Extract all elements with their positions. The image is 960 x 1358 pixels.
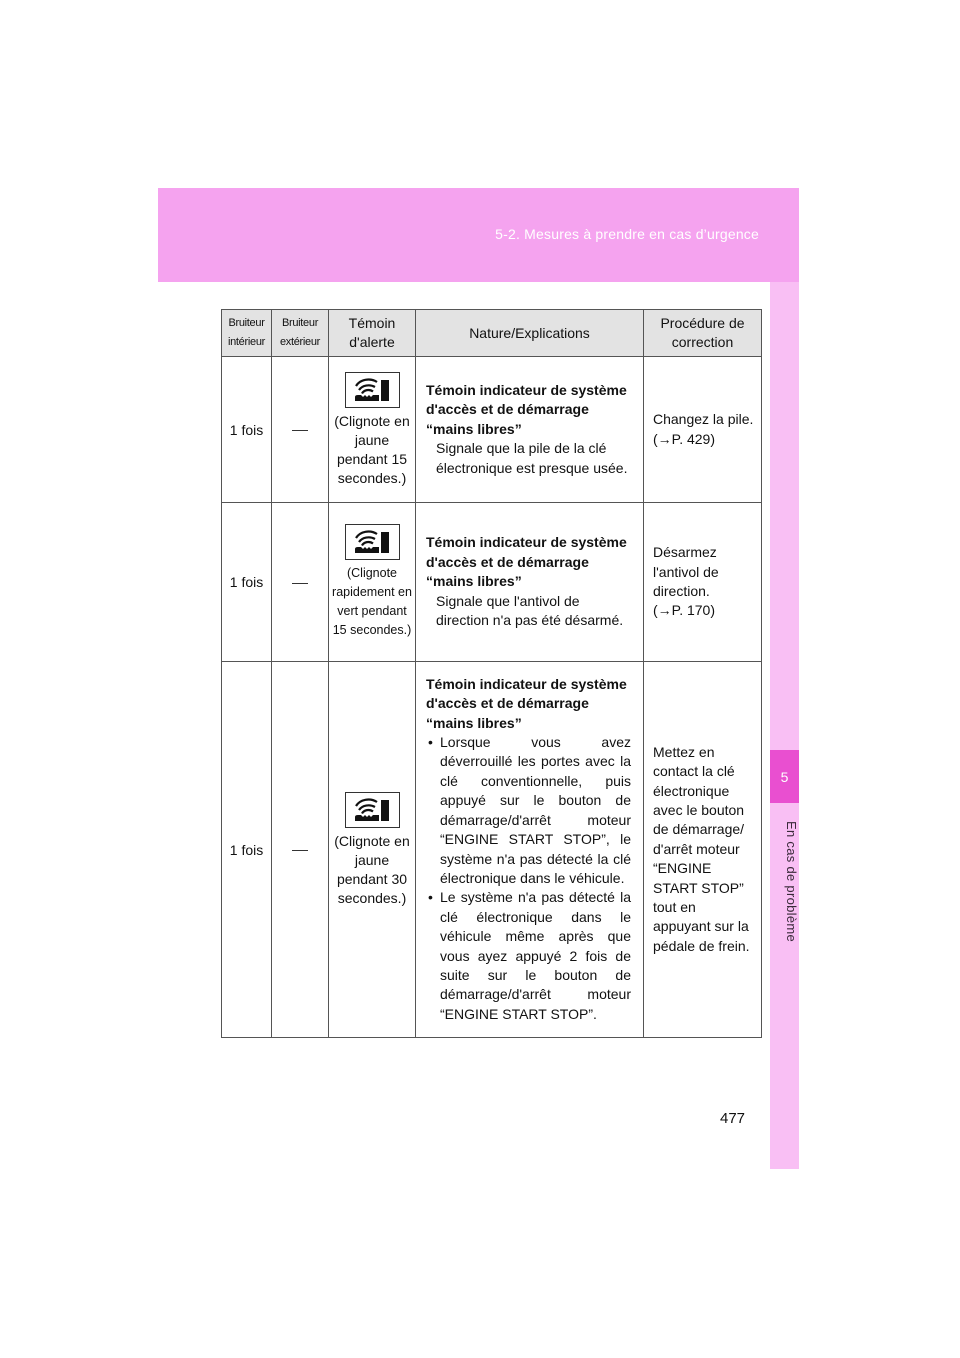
procedure-text: Mettez en contact la clé électronique avec le bouton de démarrage/ d'arrêt moteur “ENGINE START STOP” tout en appuyant sur la pédale de frein. [653, 743, 750, 954]
warning-light-cell [329, 503, 416, 662]
smart-key-icon [345, 792, 400, 828]
nature-title: Témoin indicateur de système d'accès et de démarrage “mains libres” [426, 534, 627, 590]
nature-text: Signale que l'antivol de direction n'a pas été désarmé. [436, 592, 624, 629]
light-note: (Clignote en jaune pendant 30 secondes.) [334, 832, 410, 906]
header-procedure: Procédure de correction [644, 310, 762, 357]
header-interior-buzzer: Bruiteur intérieur [222, 310, 272, 357]
light-note: (Clignote rapidement en vert pendant 15 secondes.) [332, 566, 412, 637]
nature-bullet-list [426, 733, 631, 1024]
exterior-buzzer-cell [272, 357, 329, 503]
light-note: (Clignote en jaune pendant 15 secondes.) [334, 412, 410, 486]
warning-table [221, 309, 762, 1038]
dash-icon [292, 850, 308, 851]
chapter-label: En cas de problème [784, 821, 799, 943]
chapter-number-tab: 5 [770, 750, 799, 803]
table-row [222, 503, 762, 662]
page-reference: (→P. 429) [653, 430, 715, 447]
nature-title: Témoin indicateur de système d'accès et de démarrage “mains libres” [426, 381, 627, 437]
nature-cell [416, 357, 644, 503]
warning-light-cell [329, 662, 416, 1038]
page-number: 477 [720, 1110, 746, 1127]
table-row [222, 662, 762, 1038]
smart-key-icon [345, 524, 400, 560]
header-nature: Nature/Explications [416, 310, 644, 357]
dash-icon [292, 583, 308, 584]
nature-title: Témoin indicateur de système d'accès et de démarrage “mains libres” [426, 675, 627, 731]
header-exterior-buzzer: Bruiteur extérieur [272, 310, 329, 357]
nature-text: Signale que la pile de la clé électronique est presque usée. [436, 440, 628, 476]
dash-icon [292, 430, 308, 431]
exterior-buzzer-cell [272, 662, 329, 1038]
warning-light-cell [329, 357, 416, 503]
interior-buzzer-cell: 1 fois [222, 503, 272, 662]
list-item: • Lorsque vous avez déverrouillé les portes avec la clé conventionnelle, puis appuyé sur le bouton de démarrage/d'arrêt moteur “ENGINE START STOP”, le système n'a pas détecté la clé électronique dans le véhicule. [426, 733, 631, 888]
table-row [222, 357, 762, 503]
page-reference: (→P. 170) [653, 602, 715, 619]
section-title: 5-2. Mesures à prendre en cas d’urgence [495, 226, 759, 242]
procedure-cell [644, 662, 762, 1038]
list-item: • Le système n'a pas détecté la clé électronique dans le véhicule même après que vous ayez appuyé 2 fois de suite sur le bouton de démarrage/d'arrêt moteur “ENGINE START STOP”. [426, 888, 631, 1024]
table-header-row [222, 310, 762, 357]
side-tab-strip [770, 282, 799, 1169]
interior-buzzer-cell: 1 fois [222, 357, 272, 503]
smart-key-icon [345, 372, 400, 408]
procedure-text: Changez la pile. [653, 411, 754, 428]
procedure-cell [644, 503, 762, 662]
nature-cell [416, 662, 644, 1038]
interior-buzzer-cell: 1 fois [222, 662, 272, 1038]
header-warning-light: Témoin d'alerte [329, 310, 416, 357]
nature-cell [416, 503, 644, 662]
exterior-buzzer-cell [272, 503, 329, 662]
procedure-text: Désarmez l'antivol de direction. [653, 544, 719, 599]
procedure-cell [644, 357, 762, 503]
section-header-band [158, 188, 799, 282]
